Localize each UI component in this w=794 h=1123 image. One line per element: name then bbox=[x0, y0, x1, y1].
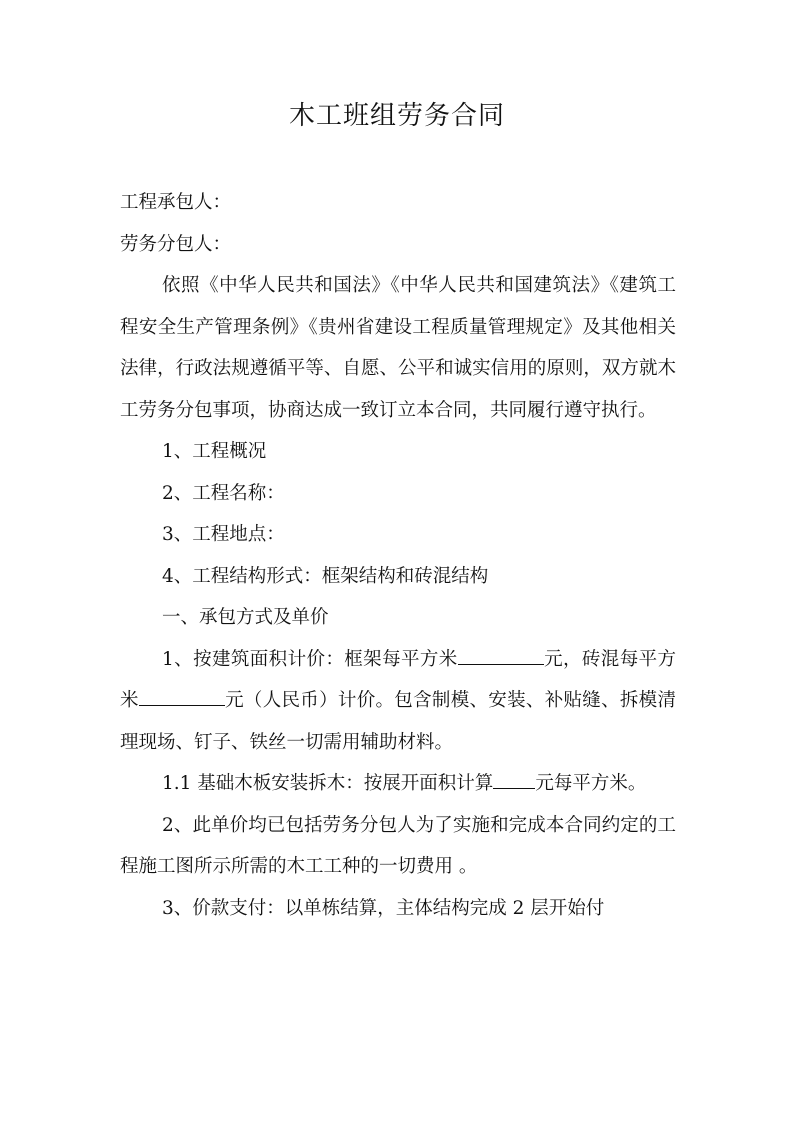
foundation-price-blank bbox=[493, 770, 535, 789]
pricing-clause-1-1 bbox=[120, 763, 676, 805]
document-title: 木工班组劳务合同 bbox=[288, 101, 505, 131]
intro-paragraph: 依照《中华人民共和国法》《中华人民共和国建筑法》《建筑工程安全生产管理条例》《贵州省建设工程质量管理规定》及其他相关法律，行政法规遵循平等、自愿、公平和诚实信用的原则，双方就木工劳务分包事项，协商达成一致订立本合同，共同履行遵守执行。 bbox=[120, 275, 676, 421]
item-overview: 1、工程概况 bbox=[162, 441, 267, 462]
item-project-location: 3、工程地点： bbox=[162, 524, 285, 545]
contractor-label: 工程承包人： bbox=[120, 192, 232, 213]
subcontractor-label: 劳务分包人： bbox=[120, 233, 232, 255]
item-project-name: 2、工程名称： bbox=[162, 482, 285, 504]
pricing-clause-1-1-part-a: 1.1 基础木板安装拆木：按展开面积计算 bbox=[162, 773, 494, 794]
pricing-clause-1-part-c: 元（人民币）计价。包含制模、安装、补贴缝、拆模清理现场、钉子、铁丝一切需用辅助材料。 bbox=[120, 690, 676, 753]
masonry-price-blank bbox=[139, 687, 225, 706]
pricing-clause-2: 2、此单价均已包括劳务分包人为了实施和完成本合同约定的工程施工图所示所需的木工工种的一切费用 。 bbox=[120, 814, 676, 877]
pricing-clause-1-part-a: 1、按建筑面积计价：框架每平方米 bbox=[162, 648, 458, 670]
frame-price-blank bbox=[458, 646, 544, 665]
document-body bbox=[120, 182, 676, 929]
pricing-clause-1-1-part-b: 元每平方米。 bbox=[535, 773, 647, 794]
item-structure-type: 4、工程结构形式：框架结构和砖混结构 bbox=[162, 565, 489, 587]
pricing-clause-1 bbox=[120, 639, 676, 764]
pricing-clause-1-part-b: 元，砖混每平方米 bbox=[120, 648, 676, 711]
section-one-heading: 一、承包方式及单价 bbox=[162, 607, 329, 628]
pricing-clause-3: 3、价款支付：以单栋结算，主体结构完成 2 层开始付 bbox=[162, 897, 605, 919]
